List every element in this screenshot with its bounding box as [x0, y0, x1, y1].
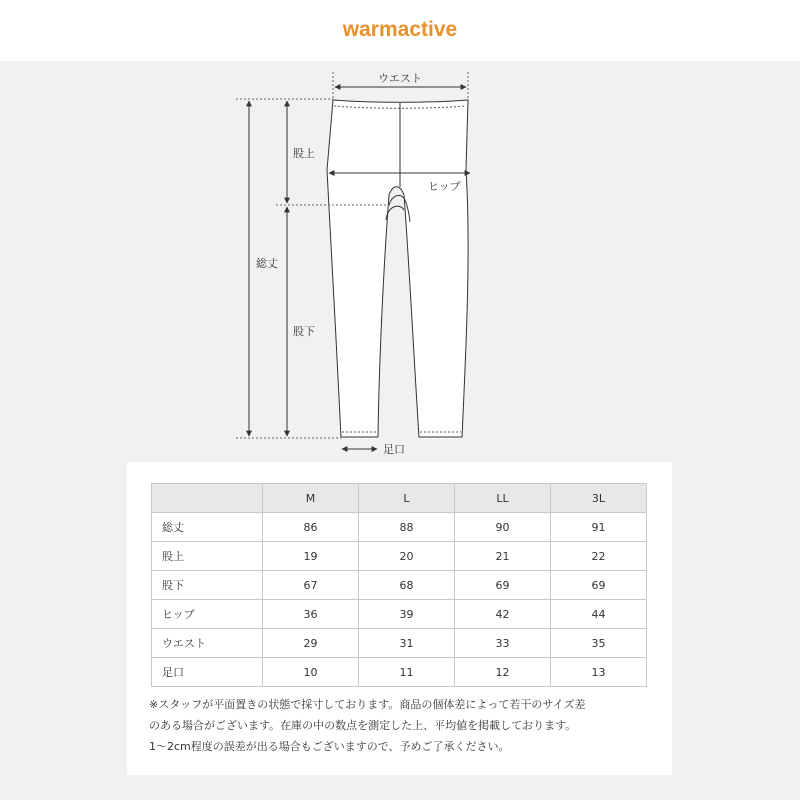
- row-label: 股上: [152, 542, 263, 571]
- measurement-note: [149, 694, 659, 757]
- table-cell: 35: [551, 629, 647, 658]
- brand-logo: warmactive: [342, 18, 458, 41]
- table-cell: 13: [551, 658, 647, 687]
- table-cell: 68: [359, 571, 455, 600]
- hem-label: 足口: [383, 443, 405, 456]
- hip-label: ヒップ: [428, 180, 461, 193]
- table-cell: 20: [359, 542, 455, 571]
- table-row: [152, 571, 647, 600]
- table-cell: 67: [263, 571, 359, 600]
- table-cell: 44: [551, 600, 647, 629]
- table-cell: 11: [359, 658, 455, 687]
- inseam-label: 股下: [293, 325, 315, 338]
- table-header-cell: L: [359, 484, 455, 513]
- table-cell: 42: [455, 600, 551, 629]
- table-cell: 21: [455, 542, 551, 571]
- row-label: 足口: [152, 658, 263, 687]
- table-cell: 29: [263, 629, 359, 658]
- note-line: ※スタッフが平面置きの状態で採寸しております。商品の個体差によって若干のサイズ差: [149, 698, 586, 711]
- leggings-illustration: [230, 64, 490, 460]
- table-cell: 39: [359, 600, 455, 629]
- table-cell: 69: [455, 571, 551, 600]
- table-header-cell: LL: [455, 484, 551, 513]
- table-cell: 36: [263, 600, 359, 629]
- note-line: のある場合がございます。在庫の中の数点を測定した上、平均値を掲載しております。: [149, 719, 577, 732]
- table-cell: 31: [359, 629, 455, 658]
- table-cell: 69: [551, 571, 647, 600]
- rise-label: 股上: [293, 147, 315, 160]
- row-label: 股下: [152, 571, 263, 600]
- table-cell: 91: [551, 513, 647, 542]
- size-card: [127, 462, 672, 775]
- waist-label: ウエスト: [378, 72, 422, 85]
- table-cell: 90: [455, 513, 551, 542]
- table-cell: 10: [263, 658, 359, 687]
- table-cell: 88: [359, 513, 455, 542]
- gusset-line: [386, 206, 404, 220]
- table-header-cell: [152, 484, 263, 513]
- row-label: 総丈: [152, 513, 263, 542]
- table-row: [152, 513, 647, 542]
- table-row: [152, 542, 647, 571]
- table-header-cell: 3L: [551, 484, 647, 513]
- total-length-label: 総丈: [256, 257, 278, 270]
- table-row: [152, 600, 647, 629]
- size-table: [151, 483, 647, 687]
- note-line: 1〜2cm程度の誤差が出る場合もございますので、予めご了承ください。: [149, 740, 510, 753]
- row-label: ウエスト: [152, 629, 263, 658]
- table-cell: 22: [551, 542, 647, 571]
- table-cell: 19: [263, 542, 359, 571]
- leggings-diagram: [230, 64, 490, 460]
- table-cell: 33: [455, 629, 551, 658]
- table-row: [152, 629, 647, 658]
- table-header-row: [152, 484, 647, 513]
- row-label: ヒップ: [152, 600, 263, 629]
- table-cell: 86: [263, 513, 359, 542]
- table-header-cell: M: [263, 484, 359, 513]
- table-cell: 12: [455, 658, 551, 687]
- garment-outline: [327, 100, 468, 437]
- table-row: [152, 658, 647, 687]
